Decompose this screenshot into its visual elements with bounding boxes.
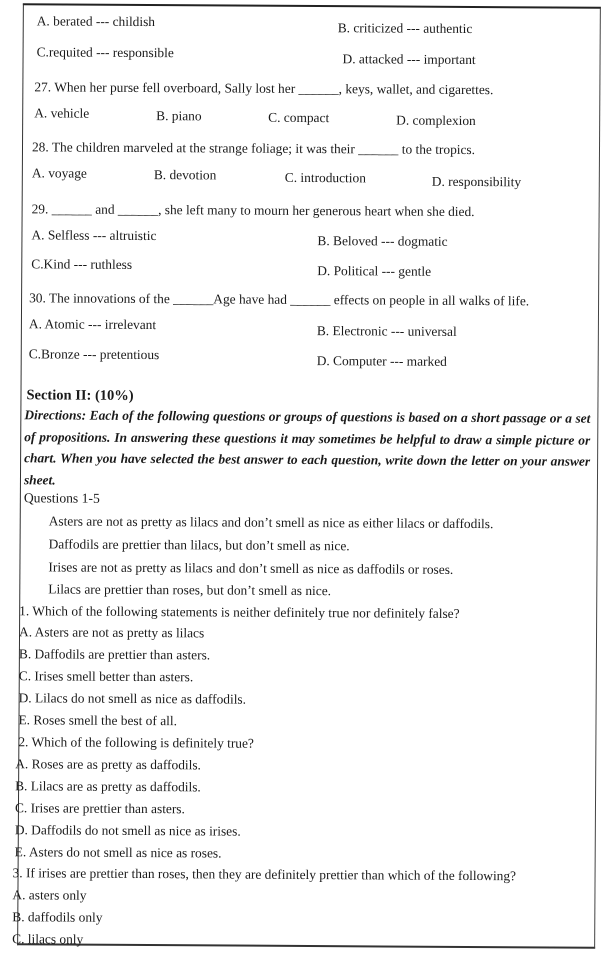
proposition: Asters are not as pretty as lilacs and don’t smell as nice as either lilacs or daffodils. bbox=[48, 513, 494, 532]
question-1-option-c: C. Irises smell better than asters. bbox=[18, 668, 194, 685]
question-3-option-a: A. asters only bbox=[12, 887, 87, 903]
q26-option-d: D. attacked --- important bbox=[342, 51, 476, 68]
section-title: Section II: (10%) bbox=[26, 387, 134, 404]
q27-option-b: B. piano bbox=[156, 108, 202, 124]
q27-option-c: C. compact bbox=[268, 109, 330, 126]
q27-stem: 27. When her purse fell overboard, Sally lost her ______, keys, wallet, and cigarettes. bbox=[34, 79, 494, 98]
q26-option-a: A. berated --- childish bbox=[36, 13, 156, 30]
q28-option-a: A. voyage bbox=[31, 165, 87, 181]
proposition: Daffodils are prettier than lilacs, but don’t smell as nice. bbox=[48, 536, 350, 554]
q29-option-b: B. Beloved --- dogmatic bbox=[317, 233, 448, 249]
q29-option-d: D. Political --- gentle bbox=[317, 263, 432, 279]
section-directions: Directions: Each of the following questions or groups of questions is based on a short passage or a set of propositions. In answering these questions it may sometimes be helpful to draw a simple picture or chart. When you have selected the best answer to each question, write down the letter on your answer sheet. bbox=[23, 407, 591, 487]
q26-option-c: C.requited --- responsible bbox=[36, 44, 174, 61]
q30-option-d: D. Computer --- marked bbox=[316, 353, 447, 369]
q28-stem: 28. The children marveled at the strange foliage; it was their ______ to the tropics. bbox=[31, 139, 476, 158]
question-2-option-c: C. Irises are prettier than asters. bbox=[14, 800, 185, 817]
q30-option-b: B. Electronic --- universal bbox=[316, 323, 457, 339]
question-1-option-b: B. Daffodils are prettier than asters. bbox=[18, 646, 211, 663]
question-2-option-d: D. Daffodils do not smell as nice as irises. bbox=[14, 822, 241, 839]
q28-option-b: B. devotion bbox=[153, 167, 217, 183]
q29-option-c: C.Kind --- ruthless bbox=[31, 256, 133, 272]
q30-option-c: C.Bronze --- pretentious bbox=[28, 346, 160, 363]
q28-options bbox=[31, 165, 592, 190]
q29-stem: 29. ______ and ______, she left many to mourn her generous heart when she died. bbox=[31, 201, 475, 220]
q27-options bbox=[34, 105, 594, 129]
question-3-option-c: C. lilacs only bbox=[12, 931, 84, 947]
question-2-option-a: A. Roses are as pretty as daffodils. bbox=[15, 756, 201, 773]
q27-option-a: A. vehicle bbox=[34, 105, 90, 121]
q29-option-a: A. Selfless --- altruistic bbox=[31, 227, 157, 244]
question-1-stem: 1. Which of the following statements is neither definitely true nor definitely false? bbox=[19, 603, 460, 621]
question-3-stem: 3. If irises are prettier than roses, then they are definitely prettier than which of the following? bbox=[12, 865, 517, 884]
question-2-option-b: B. Lilacs are as pretty as daffodils. bbox=[15, 778, 201, 795]
q30-stem: 30. The innovations of the ______Age have had ______ effects on people in all walks of life. bbox=[29, 290, 530, 309]
question-1-option-e: E. Roses smell the best of all. bbox=[18, 712, 177, 729]
question-1-option-d: D. Lilacs do not smell as nice as daffodils. bbox=[18, 690, 247, 707]
q28-option-d: D. responsibility bbox=[431, 173, 522, 190]
q30-option-a: A. Atomic --- irrelevant bbox=[28, 316, 157, 333]
question-group-label: Questions 1-5 bbox=[23, 490, 100, 506]
q27-option-d: D. complexion bbox=[396, 112, 476, 129]
proposition: Lilacs are prettier than roses, but don’t smell as nice. bbox=[48, 581, 332, 599]
q26-option-b: B. criticized --- authentic bbox=[337, 20, 473, 37]
proposition: Irises are not as pretty as lilacs and don’t smell as nice as daffodils or roses. bbox=[48, 559, 454, 577]
q28-option-c: C. introduction bbox=[284, 169, 366, 186]
question-1-option-a: A. Asters are not as pretty as lilacs bbox=[19, 624, 205, 641]
question-2-option-e: E. Asters do not smell as nice as roses. bbox=[14, 844, 222, 861]
question-2-stem: 2. Which of the following is definitely true? bbox=[18, 734, 254, 751]
question-3-option-b: B. daffodils only bbox=[12, 909, 103, 925]
